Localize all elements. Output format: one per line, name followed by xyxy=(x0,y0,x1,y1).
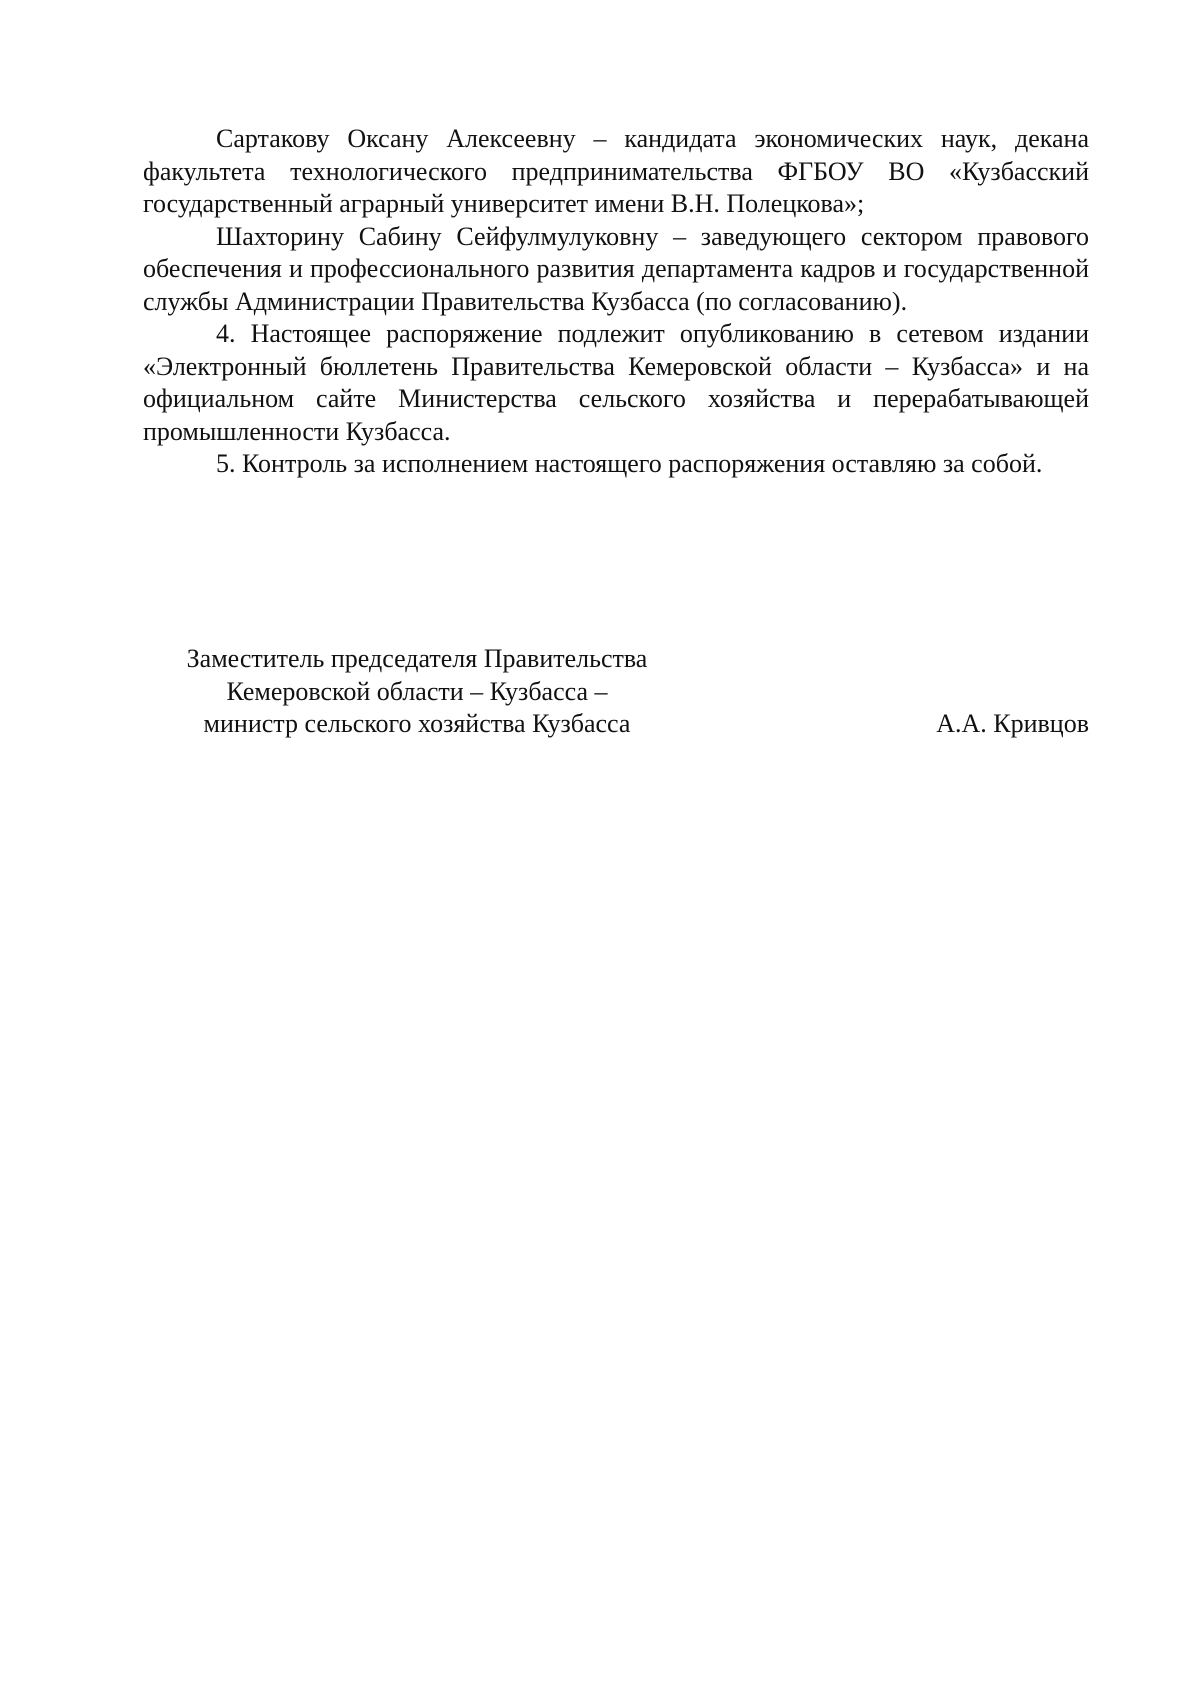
paragraph-appointee-sartakova: Сартакову Оксану Алексеевну – кандидата экономических наук, декана факультета технологического предпринимательства ФГБОУ ВО «Кузбасский государственный аграрный университет имени В.Н. Полецкова»; xyxy=(143,124,1089,218)
paragraph-publication: 4. Настоящее распоряжение подлежит опубликованию в сетевом издании «Электронный бюллетень Правительства Кемеровской области – Кузбасса» и на официальном сайте Министерства сельского хозяйства и перерабатывающей промышленности Кузбасса. xyxy=(143,319,1089,446)
paragraph-control: 5. Контроль за исполнением настоящего распоряжения оставляю за собой. xyxy=(216,449,1043,478)
signatory-title-line: Заместитель председателя Правительства xyxy=(186,644,648,673)
signatory-title-line: Кемеровской области – Кузбасса – xyxy=(226,676,608,706)
signatory-title xyxy=(167,643,667,741)
signatory-name: А.А. Кривцов xyxy=(936,709,1089,738)
paragraph-appointee-shakhtorina: Шахторину Сабину Сейфулмулуковну – заведующего сектором правового обеспечения и профессионального развития департамента кадров и государственной службы Администрации Правительства Кузбасса (по согласованию). xyxy=(143,221,1089,316)
document-body xyxy=(143,123,1089,481)
signatory-title-line: министр сельского хозяйства Кузбасса xyxy=(203,709,631,738)
